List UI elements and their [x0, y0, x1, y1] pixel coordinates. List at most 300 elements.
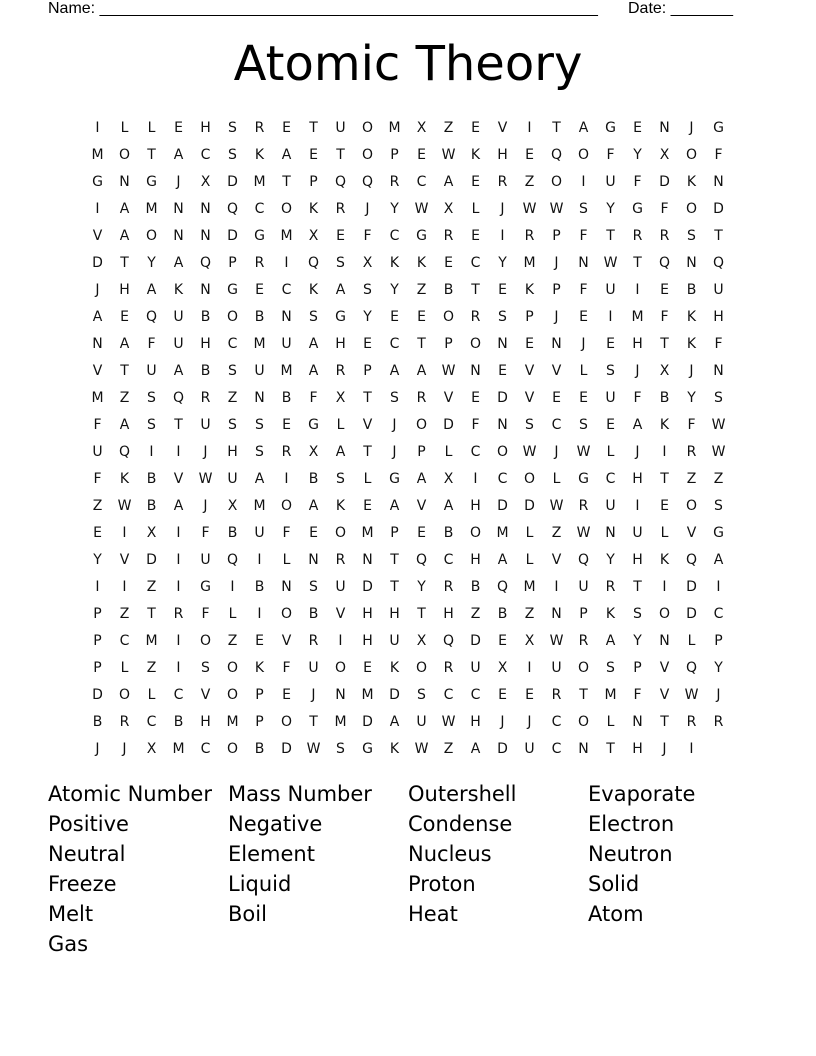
grid-letter: I [662, 578, 667, 595]
grid-letter: N [713, 362, 724, 379]
grid-letter: V [686, 524, 697, 541]
grid-letter: N [578, 254, 589, 271]
grid-letter: W [414, 740, 429, 757]
grid-letter: P [552, 281, 561, 298]
grid-letter: X [659, 146, 670, 163]
grid-letter: O [361, 146, 374, 163]
grid-letter: A [335, 443, 346, 460]
word-list-item: Heat [408, 902, 458, 926]
grid-letter: P [714, 632, 723, 649]
grid-letter: Q [172, 389, 185, 406]
grid-letter: B [254, 578, 265, 595]
grid-letter: V [659, 686, 670, 703]
grid-letter: K [254, 659, 265, 676]
grid-letter: N [200, 227, 211, 244]
grid-letter: L [471, 200, 480, 217]
grid-letter: T [390, 551, 399, 568]
grid-letter: F [282, 524, 291, 541]
grid-letter: S [255, 443, 264, 460]
grid-letter: G [713, 524, 724, 541]
grid-letter: J [581, 335, 586, 352]
grid-letter: U [713, 281, 724, 298]
grid-letter: L [120, 119, 129, 136]
grid-letter: N [605, 524, 616, 541]
grid-letter: H [335, 335, 346, 352]
grid-letter: E [471, 389, 480, 406]
grid-letter: V [524, 362, 535, 379]
grid-letter: E [498, 632, 507, 649]
grid-letter: R [497, 173, 508, 190]
grid-letter: T [309, 713, 318, 730]
grid-letter: C [713, 605, 724, 622]
grid-letter: A [119, 416, 130, 433]
grid-letter: W [711, 416, 726, 433]
grid-letter: A [119, 227, 130, 244]
grid-letter: A [308, 497, 319, 514]
grid-letter: R [659, 227, 670, 244]
grid-letter: F [93, 470, 102, 487]
grid-letter: V [335, 605, 346, 622]
grid-letter: S [309, 308, 318, 325]
grid-letter: K [659, 416, 670, 433]
grid-letter: G [146, 173, 157, 190]
grid-letter: L [120, 659, 129, 676]
grid-letter: E [633, 119, 642, 136]
word-search-grid [84, 114, 734, 762]
grid-letter: G [578, 470, 589, 487]
grid-letter: J [662, 740, 667, 757]
grid-letter: L [147, 686, 156, 703]
grid-letter: B [443, 524, 454, 541]
grid-letter: Q [442, 632, 455, 649]
grid-letter: O [685, 146, 698, 163]
word-list-item: Freeze [48, 872, 117, 896]
grid-letter: D [281, 740, 292, 757]
grid-letter: J [176, 173, 181, 190]
grid-letter: J [500, 200, 505, 217]
grid-letter: R [281, 443, 292, 460]
grid-letter: D [497, 740, 508, 757]
grid-letter: A [254, 470, 265, 487]
grid-letter: E [660, 497, 669, 514]
word-list-item: Neutral [48, 842, 126, 866]
grid-letter: N [281, 308, 292, 325]
grid-letter: B [227, 524, 238, 541]
grid-letter: S [336, 740, 345, 757]
grid-letter: Q [361, 173, 374, 190]
grid-letter: W [711, 443, 726, 460]
grid-letter: E [471, 227, 480, 244]
grid-letter: T [714, 227, 723, 244]
grid-letter: E [525, 335, 534, 352]
grid-letter: D [497, 497, 508, 514]
grid-letter: F [363, 227, 372, 244]
name-field-label[interactable]: Name: ________________________________________________________ [48, 0, 598, 17]
grid-letter: T [633, 578, 642, 595]
word-list-item: Negative [228, 812, 323, 836]
grid-letter: E [471, 173, 480, 190]
grid-letter: V [362, 416, 373, 433]
grid-letter: A [497, 551, 508, 568]
grid-letter: D [686, 578, 697, 595]
grid-letter: S [606, 659, 615, 676]
grid-letter: S [201, 659, 210, 676]
grid-letter: B [281, 389, 292, 406]
grid-letter: L [687, 632, 696, 649]
grid-letter: H [470, 497, 481, 514]
grid-letter: X [146, 524, 157, 541]
grid-letter: J [365, 200, 370, 217]
grid-letter: N [308, 551, 319, 568]
grid-letter: C [254, 200, 265, 217]
grid-letter: E [525, 686, 534, 703]
grid-letter: Y [633, 632, 642, 649]
grid-letter: F [93, 416, 102, 433]
grid-letter: R [713, 713, 724, 730]
grid-letter: C [443, 551, 454, 568]
grid-letter: P [309, 173, 318, 190]
word-list-item: Evaporate [588, 782, 696, 806]
grid-letter: P [579, 605, 588, 622]
grid-letter: I [608, 308, 613, 325]
grid-letter: C [146, 713, 157, 730]
grid-letter: S [336, 254, 345, 271]
grid-letter: M [280, 227, 293, 244]
grid-letter: J [122, 740, 127, 757]
grid-letter: P [255, 686, 264, 703]
grid-letter: R [524, 227, 535, 244]
grid-letter: I [581, 173, 586, 190]
grid-letter: A [470, 740, 481, 757]
grid-letter: K [686, 335, 697, 352]
grid-letter: Y [390, 281, 399, 298]
grid-letter: M [253, 335, 266, 352]
grid-letter: I [176, 659, 181, 676]
grid-letter: F [633, 686, 642, 703]
grid-letter: O [280, 200, 293, 217]
grid-letter: I [284, 254, 289, 271]
grid-letter: M [253, 173, 266, 190]
grid-letter: X [416, 632, 427, 649]
grid-letter: R [335, 200, 346, 217]
grid-letter: U [632, 524, 643, 541]
grid-letter: Z [119, 605, 130, 622]
grid-letter: K [605, 605, 616, 622]
grid-letter: O [199, 632, 212, 649]
grid-letter: E [606, 335, 615, 352]
grid-letter: Z [227, 632, 238, 649]
grid-letter: N [578, 740, 589, 757]
grid-letter: A [443, 173, 454, 190]
grid-letter: E [552, 389, 561, 406]
grid-letter: U [605, 497, 616, 514]
grid-letter: E [309, 146, 318, 163]
grid-letter: F [687, 416, 696, 433]
grid-letter: X [308, 227, 319, 244]
grid-letter: O [226, 659, 239, 676]
grid-letter: V [281, 632, 292, 649]
grid-letter: P [228, 254, 237, 271]
grid-letter: T [660, 470, 669, 487]
grid-letter: O [145, 227, 158, 244]
grid-letter: T [120, 362, 129, 379]
grid-letter: R [686, 443, 697, 460]
grid-letter: E [417, 146, 426, 163]
grid-letter: P [255, 713, 264, 730]
grid-letter: Y [714, 659, 723, 676]
grid-letter: T [417, 335, 426, 352]
grid-letter: C [470, 686, 481, 703]
grid-letter: O [577, 659, 590, 676]
grid-letter: U [389, 632, 400, 649]
grid-letter: J [500, 713, 505, 730]
grid-letter: C [551, 713, 562, 730]
grid-letter: B [200, 362, 211, 379]
grid-letter: K [416, 254, 427, 271]
grid-letter: R [389, 173, 400, 190]
grid-letter: E [336, 227, 345, 244]
grid-letter: C [119, 632, 130, 649]
grid-letter: A [389, 713, 400, 730]
grid-letter: M [253, 497, 266, 514]
grid-letter: J [392, 443, 397, 460]
word-list-item: Outershell [408, 782, 517, 806]
grid-letter: H [632, 335, 643, 352]
grid-letter: B [173, 713, 184, 730]
grid-letter: K [119, 470, 130, 487]
grid-letter: S [714, 497, 723, 514]
grid-letter: I [662, 443, 667, 460]
grid-letter: S [228, 362, 237, 379]
grid-letter: E [120, 308, 129, 325]
grid-letter: M [91, 389, 104, 406]
grid-letter: C [173, 686, 184, 703]
grid-letter: Q [118, 443, 131, 460]
grid-letter: U [308, 659, 319, 676]
grid-letter: D [443, 416, 454, 433]
grid-letter: S [228, 416, 237, 433]
grid-letter: I [176, 524, 181, 541]
grid-letter: Y [606, 551, 615, 568]
grid-letter: H [632, 740, 643, 757]
grid-letter: Z [524, 173, 535, 190]
grid-letter: T [606, 740, 615, 757]
grid-letter: X [416, 119, 427, 136]
grid-letter: S [714, 389, 723, 406]
grid-letter: J [95, 281, 100, 298]
grid-letter: U [200, 551, 211, 568]
grid-letter: Q [334, 173, 347, 190]
grid-letter: E [660, 281, 669, 298]
grid-letter: X [146, 740, 157, 757]
grid-letter: A [173, 146, 184, 163]
grid-letter: U [173, 335, 184, 352]
grid-letter: O [118, 686, 131, 703]
grid-letter: W [441, 362, 456, 379]
grid-letter: B [308, 605, 319, 622]
word-list-item: Nucleus [408, 842, 492, 866]
grid-letter: I [95, 578, 100, 595]
grid-letter: E [498, 281, 507, 298]
grid-letter: I [257, 551, 262, 568]
grid-letter: I [176, 578, 181, 595]
grid-letter: U [335, 119, 346, 136]
grid-letter: H [470, 551, 481, 568]
grid-letter: L [525, 524, 534, 541]
word-list-item: Condense [408, 812, 513, 836]
grid-letter: L [606, 713, 615, 730]
grid-letter: X [659, 362, 670, 379]
grid-letter: O [280, 713, 293, 730]
grid-letter: J [635, 443, 640, 460]
grid-letter: Z [686, 470, 697, 487]
grid-letter: J [689, 119, 694, 136]
grid-letter: I [95, 200, 100, 217]
grid-letter: A [92, 308, 103, 325]
grid-letter: K [686, 173, 697, 190]
grid-letter: O [523, 470, 536, 487]
grid-letter: B [254, 308, 265, 325]
grid-letter: R [335, 362, 346, 379]
word-list-item: Electron [588, 812, 675, 836]
grid-letter: W [522, 200, 537, 217]
grid-letter: V [497, 119, 508, 136]
grid-letter: I [500, 227, 505, 244]
grid-letter: I [149, 443, 154, 460]
word-list-item: Proton [408, 872, 476, 896]
grid-letter: E [471, 119, 480, 136]
grid-letter: F [147, 335, 156, 352]
grid-letter: U [524, 740, 535, 757]
grid-letter: D [524, 497, 535, 514]
grid-letter: Q [307, 254, 320, 271]
grid-letter: Y [147, 254, 156, 271]
grid-letter: Z [443, 119, 454, 136]
grid-letter: R [443, 578, 454, 595]
grid-letter: J [716, 686, 721, 703]
grid-letter: N [659, 632, 670, 649]
grid-letter: A [119, 200, 130, 217]
grid-letter: U [92, 443, 103, 460]
grid-letter: I [230, 578, 235, 595]
grid-letter: B [254, 740, 265, 757]
grid-letter: N [659, 119, 670, 136]
grid-letter: Z [524, 605, 535, 622]
grid-letter: V [92, 362, 103, 379]
grid-letter: N [686, 254, 697, 271]
grid-letter: A [335, 281, 346, 298]
grid-letter: M [496, 524, 509, 541]
grid-letter: E [255, 281, 264, 298]
grid-letter: B [470, 578, 481, 595]
grid-letter: D [227, 173, 238, 190]
grid-letter: J [203, 443, 208, 460]
grid-letter: O [685, 497, 698, 514]
grid-letter: V [524, 389, 535, 406]
word-list [48, 779, 768, 959]
grid-letter: P [390, 524, 399, 541]
grid-letter: T [363, 389, 372, 406]
grid-letter: O [442, 308, 455, 325]
grid-letter: E [93, 524, 102, 541]
grid-letter: M [145, 632, 158, 649]
grid-letter: A [443, 497, 454, 514]
grid-letter: U [146, 362, 157, 379]
grid-letter: R [416, 389, 427, 406]
grid-letter: D [686, 605, 697, 622]
grid-letter: G [362, 740, 373, 757]
grid-letter: Q [496, 578, 509, 595]
grid-letter: O [334, 659, 347, 676]
word-list-item: Atom [588, 902, 644, 926]
page-title: Atomic Theory [233, 36, 583, 92]
grid-letter: G [605, 119, 616, 136]
grid-letter: X [308, 443, 319, 460]
grid-letter: N [200, 200, 211, 217]
grid-letter: B [200, 308, 211, 325]
grid-letter: N [254, 389, 265, 406]
grid-letter: Z [119, 389, 130, 406]
grid-letter: N [497, 416, 508, 433]
grid-letter: U [254, 524, 265, 541]
grid-letter: H [470, 713, 481, 730]
grid-letter: T [147, 605, 156, 622]
grid-letter: Q [658, 254, 671, 271]
grid-letter: R [632, 227, 643, 244]
grid-letter: X [227, 497, 238, 514]
grid-letter: K [389, 254, 400, 271]
grid-letter: O [469, 335, 482, 352]
grid-letter: W [549, 497, 564, 514]
grid-letter: V [443, 389, 454, 406]
grid-letter: S [498, 308, 507, 325]
grid-letter: P [552, 227, 561, 244]
grid-letter: K [389, 740, 400, 757]
grid-letter: K [470, 146, 481, 163]
grid-letter: O [280, 605, 293, 622]
grid-letter: W [441, 713, 456, 730]
grid-letter: N [470, 362, 481, 379]
word-list-item: Atomic Number [48, 782, 212, 806]
grid-letter: E [282, 119, 291, 136]
grid-letter: X [335, 389, 346, 406]
grid-letter: N [281, 578, 292, 595]
grid-letter: N [335, 686, 346, 703]
grid-letter: C [470, 254, 481, 271]
grid-letter: T [363, 443, 372, 460]
grid-letter: N [119, 173, 130, 190]
grid-letter: B [92, 713, 103, 730]
grid-letter: P [93, 632, 102, 649]
grid-letter: R [443, 659, 454, 676]
grid-letter: P [525, 308, 534, 325]
grid-letter: F [201, 605, 210, 622]
grid-letter: U [335, 578, 346, 595]
grid-letter: U [227, 470, 238, 487]
grid-letter: A [119, 335, 130, 352]
grid-letter: O [577, 713, 590, 730]
grid-letter: F [660, 308, 669, 325]
grid-letter: L [660, 524, 669, 541]
grid-letter: I [176, 443, 181, 460]
grid-letter: S [228, 119, 237, 136]
date-field-label[interactable]: Date: _______ [628, 0, 733, 17]
grid-letter: O [496, 443, 509, 460]
grid-letter: I [122, 524, 127, 541]
grid-letter: A [146, 281, 157, 298]
grid-letter: A [173, 362, 184, 379]
grid-letter: X [362, 254, 373, 271]
